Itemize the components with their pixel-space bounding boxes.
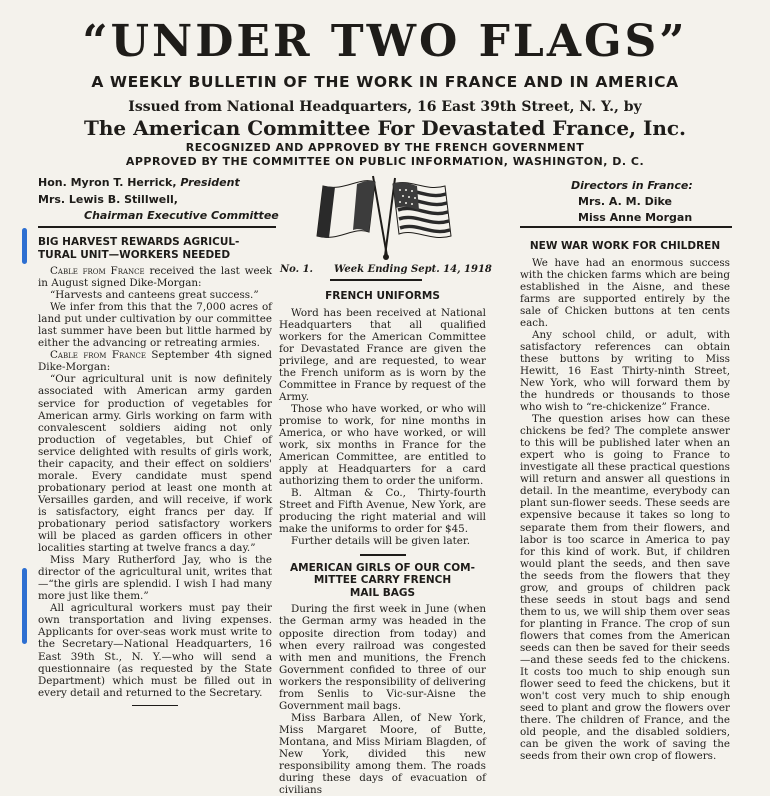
issue-line: [280, 264, 492, 275]
article-harvest-p3: We infer from this that the 7,000 acres of land put under cultivation by our committee last summer have been but little harmed by either the advancing or retreating armies.: [38, 301, 272, 350]
cable-lead-2: Cable from France: [50, 349, 146, 362]
chairman-title-text: Chairman Executive Committee: [84, 209, 279, 222]
article-american-girls-p2: Miss Barbara Allen, of New York, Miss Margaret Moore, of Butte, Montana, and Miss Miriam Blagden, of New York, divided this new responsibility among them. The roads during these days of evacuation of civilians: [279, 711, 486, 796]
recognized-line: RECOGNIZED AND APPROVED BY THE FRENCH GOVERNMENT: [185, 141, 585, 154]
flag-pole-finial: [383, 254, 389, 260]
article-harvest-p7: All agricultural workers must pay their own transportation and living expenses. Applicants for over-seas work must write to the Secretary—National Headquarters, 16 East 39th St., N. Y.—who will send a questionnaire (as requested by the State Department) which must be filled out in every detail and returned to the Secretary.: [38, 602, 272, 699]
article-harvest-headline: [38, 236, 272, 261]
article-uniforms-p3: B. Altman & Co., Thirty-fourth Street and Fifth Avenue, New York, are producing the right material and will make the uniforms to order for $45.: [279, 487, 486, 536]
article-harvest-p5: “Our agricultural unit is now definitely associated with American army garden service for production of vegetables for American army. Girls working on farm with convalescent soldiers aiding not only production of vegetables, but Chief of service delighted with results of girls work, their capacity, and their effect on soldiers' morale. Every candidate must spend probationary period at least one month at Versailles garden, and will receive, if work is satisfactory, eight francs per day. If probationary period satisfactory workers will be placed as garden officers in other localities starting at twelve francs a day.”: [38, 373, 272, 555]
pen-mark-top: [22, 228, 27, 264]
article-harvest: [38, 236, 272, 706]
masthead-subtitle: A WEEKLY BULLETIN OF THE WORK IN FRANCE AND IN AMERICA: [91, 73, 679, 91]
left-header-rule: [38, 226, 276, 228]
directors-label: [571, 178, 693, 194]
article-harvest-p2: “Harvests and canteens great success.”: [50, 289, 259, 302]
approved-line: APPROVED BY THE COMMITTEE ON PUBLIC INFORMATION, WASHINGTON, D. C.: [125, 155, 645, 168]
article-uniforms-p1: Word has been received at National Headquarters that all qualified workers for the American Committee for Devastated France are given the privilege, and are requested, to wear the French uniform as is worn by the Committee in France by request of the Army.: [279, 306, 486, 403]
article-war-work: [520, 240, 730, 762]
french-tricolor-flag-icon: [317, 176, 387, 256]
p4-text: September 4th signed Dike-Morgan:: [38, 349, 272, 374]
president-line: [38, 175, 240, 191]
committee-name: The American Committee For Devastated France, Inc.: [83, 116, 687, 140]
crossed-flags-illustration: [305, 170, 465, 262]
cable-lead-1: Cable from France: [50, 265, 145, 277]
article-uniforms-p2: Those who have worked, or who will promise to work, for nine months in America, or who have worked, or will work, six months in France for the American Committee, are entitled to apply at Headquarters for a card authorizing them to order the uniform.: [279, 402, 486, 488]
right-header-rule: [520, 226, 732, 228]
director-2: Miss Anne Morgan: [578, 211, 693, 224]
article-war-work-p2: Any school child, or adult, with satisfactory references can obtain these buttons by writing to Miss Hewitt, 16 East Thirty-ninth Street, New York, who will forward them by the hundreds or thousands to those who wish to “re-chickenize” France.: [520, 328, 730, 414]
article-war-work-p1: We have had an enormous success with the chicken farms which are being established in the Aisne, and these farms are supported entirely by the sale of Chicken buttons at ten cents each.: [520, 256, 730, 329]
harvest-headline-line-1: BIG HARVEST REWARDS AGRICUL-: [38, 236, 240, 248]
issue-week: Week Ending Sept. 14, 1918: [334, 264, 492, 275]
article-uniforms-headline: FRENCH UNIFORMS: [325, 290, 440, 302]
girls-headline-line-3: MAIL BAGS: [349, 586, 416, 599]
article-harvest-p6: Miss Mary Rutherford Jay, who is the director of the agricultural unit, writes that—“the girls are splendid. I wish I had many more just like them.”: [38, 554, 272, 603]
masthead-title: “UNDER TWO FLAGS”: [82, 16, 688, 67]
pen-mark-bottom: [22, 568, 27, 644]
uniforms-end-rule: [360, 554, 406, 556]
issue-rule: [330, 279, 422, 281]
middle-column: [279, 290, 486, 796]
issue-number: No. 1.: [280, 264, 314, 275]
american-flag-icon: [385, 178, 451, 256]
harvest-headline-line-2: TURAL UNIT—WORKERS NEEDED: [38, 248, 231, 261]
director-1: Mrs. A. M. Dike: [578, 195, 672, 208]
girls-headline-line-2: MITTEE CARRY FRENCH: [313, 574, 452, 587]
issued-line: Issued from National Headquarters, 16 East 39th Street, N. Y., by: [128, 99, 642, 115]
chairman-name: Mrs. Lewis B. Stillwell,: [38, 193, 178, 206]
president-title: President: [180, 176, 240, 189]
article-american-girls-p1: During the first week in June (when the German army was headed in the opposite direction from today) and when every railroad was congested with men and munitions, the French Government confided to three of our workers the responsibility of delivering from Senlis to Vic-sur-Aisne the Government mail bags.: [279, 603, 486, 712]
directors-label-text: Directors in France:: [571, 179, 693, 192]
article-harvest-p1: [38, 265, 272, 289]
article-uniforms-p4: Further details will be given later.: [291, 535, 471, 548]
p1-text: received the last week in August signed Dike-Morgan:: [38, 265, 272, 290]
girls-headline-line-1: AMERICAN GIRLS OF OUR COM-: [290, 561, 475, 574]
article-war-work-p3: The question arises how can these chickens be fed? The complete answer to this will be published later when an expert who is going to France to investigate all these practical questions will return and answer all questions in detail. In the meantime, everybody can plant sun-flower seeds. These seeds are expensive because it takes so long to separate them from their flowers, and labor is too scarce in America to pay for this kind of work. But, if children would plant the seeds, and then save the seeds from the flowers that they grow, and groups of children pack these seeds in stout bags and send them to us, we will ship them over seas for planting in France. The crop of sun flowers that comes from the American seeds can then be saved for their seeds—and these seeds fed to the chickens. It costs too much to ship enough sun flower seed to feed the chickens, but it won't cost very much to ship enough seed to plant and grow the flowers over there. The children of France, and the old people, and the disabled soldiers, can be given the work of saving the seeds from their own crop of flowers.: [520, 413, 730, 763]
chairman-title: [84, 208, 279, 224]
president-name: Hon. Myron T. Herrick,: [38, 176, 177, 189]
article-harvest-p4: [38, 349, 272, 373]
article-american-girls-headline: [279, 562, 486, 600]
article-end-rule: [132, 705, 178, 707]
article-war-work-headline: NEW WAR WORK FOR CHILDREN: [529, 240, 721, 252]
